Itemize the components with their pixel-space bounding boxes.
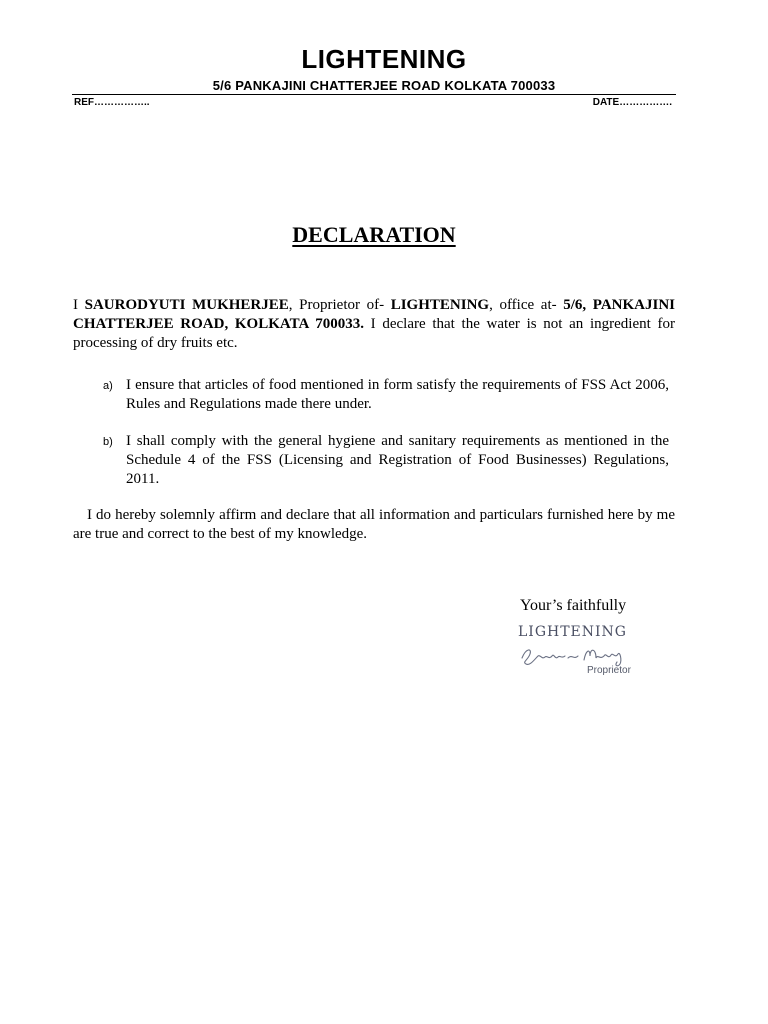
intro-text-4: I declare that the water is not an ingredient for processing of dry fruits etc. xyxy=(73,316,675,351)
stamp-proprietor-title: Proprietor xyxy=(587,665,631,676)
letterhead-divider xyxy=(72,94,676,95)
proprietor-stamp xyxy=(512,620,652,682)
intro-office-address: 5/6, PANKAJINI CHATTERJEE ROAD, KOLKATA 700033. xyxy=(73,297,675,332)
intro-text-3: , office at- xyxy=(489,297,564,313)
document-title: DECLARATION xyxy=(292,222,456,247)
list-item-text: I ensure that articles of food mentioned in form satisfy the requirements of FSS Act 2006, Rules and Regulations made there under. xyxy=(126,377,669,412)
list-item xyxy=(103,376,669,414)
intro-paragraph xyxy=(73,296,675,353)
list-marker: a) xyxy=(103,380,113,392)
letterhead-company-name: LIGHTENING xyxy=(301,44,467,74)
list-item xyxy=(103,432,669,489)
closing-salutation: Your’s faithfully xyxy=(520,597,627,614)
affirmation-paragraph: I do hereby solemnly affirm and declare that all information and particulars furnished here by me are true and correct to the best of my knowledge. xyxy=(73,507,675,542)
list-item-text: I shall comply with the general hygiene and sanitary requirements as mentioned in the Schedule 4 of the FSS (Licensing and Registration of Food Businesses) Regulations, 2011. xyxy=(126,433,669,487)
date-field: DATE……………. xyxy=(592,97,672,108)
intro-company-name: LIGHTENING xyxy=(390,297,490,313)
declarant-name: SAURODYUTI MUKHERJEE xyxy=(84,297,289,313)
list-marker: b) xyxy=(103,436,113,448)
intro-text-2: , Proprietor of- xyxy=(288,297,391,313)
letterhead-address: 5/6 PANKAJINI CHATTERJEE ROAD KOLKATA 700033 xyxy=(212,78,556,93)
stamp-company-name: LIGHTENING xyxy=(518,624,627,640)
intro-text-1: I xyxy=(73,297,85,313)
reference-field: REF…………….. xyxy=(74,97,150,108)
